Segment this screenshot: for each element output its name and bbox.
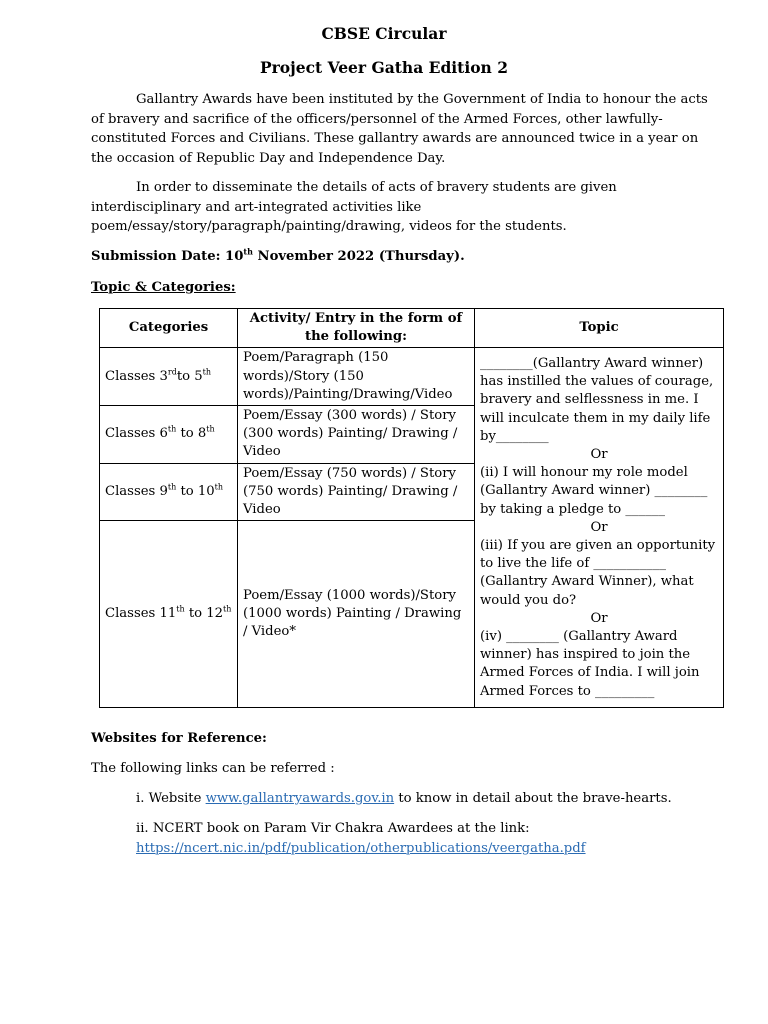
table-header-row [100, 309, 724, 348]
circular-title: CBSE Circular [321, 24, 447, 43]
reference-item-2 [136, 819, 716, 858]
ncert-veergatha-link[interactable]: https://ncert.nic.in/pdf/publication/otherpublications/veergatha.pdf [136, 840, 586, 856]
topic-option-2: (ii) I will honour my role model (Gallantry Award winner) ________ by taking a pledge to ______ [480, 465, 708, 517]
category-text: Classes 11 [105, 606, 177, 622]
category-text: to 10 [176, 483, 215, 499]
or-separator: Or [590, 519, 608, 535]
intro-paragraph-2: In order to disseminate the details of acts of bravery students are given interdisciplinary and art-integrated activities like poem/essay/story/paragraph/painting/drawing, videos for the students. [91, 180, 617, 234]
intro-paragraph-1: Gallantry Awards have been instituted by the Government of India to honour the acts of bravery and sacrifice of the officers/personnel of the Armed Forces, other lawfully-constituted Forces and Civilians. These gallantry awards are announced twice in a year on the occasion of Republic Day and Independence Day. [91, 92, 708, 166]
table-row [100, 348, 724, 406]
category-sup: th [206, 424, 215, 434]
activity-cell: Poem/Paragraph (150 words)/Story (150 words)/Painting/Drawing/Video [238, 348, 475, 406]
reference-1-suffix: to know in detail about the brave-hearts. [394, 791, 672, 806]
submission-rest: November 2022 (Thursday). [252, 249, 465, 264]
category-sup: th [214, 482, 224, 492]
category-text: Classes 3 [105, 368, 168, 384]
topic-option-4: (iv) ________ (Gallantry Award winner) has inspired to join the Armed Forces of India. I will join Armed Forces to _________ [480, 628, 700, 699]
project-title: Project Veer Gatha Edition 2 [259, 58, 509, 77]
category-cell [100, 463, 238, 521]
header-topic: Topic [475, 309, 724, 348]
activity-cell: Poem/Essay (750 words) / Story (750 words) Painting/ Drawing / Video [238, 463, 475, 521]
header-categories: Categories [100, 309, 238, 348]
category-text: to 8 [176, 426, 207, 442]
gallantry-awards-link[interactable]: www.gallantryawards.gov.in [205, 791, 395, 806]
topic-option-3: (iii) If you are given an opportunity to live the life of ___________ (Gallantry Award Winner), what would you do? [480, 537, 716, 608]
category-sup: th [167, 424, 177, 434]
category-cell [100, 406, 238, 464]
category-sup: th [176, 604, 185, 614]
category-sup: rd [167, 367, 177, 377]
category-text: Classes 6 [105, 426, 168, 442]
category-sup: th [167, 482, 177, 492]
header-activity: Activity/ Entry in the form of the following: [238, 309, 475, 348]
category-cell [100, 521, 238, 708]
activity-cell: Poem/Essay (1000 words)/Story (1000 words) Painting / Drawing / Video* [238, 521, 475, 708]
topics-heading: Topic & Categories: [91, 280, 236, 295]
topic-option-1: ________(Gallantry Award winner) has instilled the values of courage, bravery and selflessness in me. I will inculcate them in my daily life by________ [480, 355, 714, 444]
activity-cell: Poem/Essay (300 words) / Story (300 words) Painting/ Drawing / Video [238, 406, 475, 464]
or-separator: Or [590, 446, 608, 462]
submission-label: Submission Date: 10 [91, 249, 244, 264]
or-separator: Or [590, 610, 608, 626]
submission-sup: th [243, 246, 253, 257]
categories-table [99, 308, 724, 708]
category-sup: th [223, 604, 232, 614]
reference-item-1 [136, 789, 672, 809]
reference-1-prefix: i. Website [136, 791, 206, 806]
category-text: to 12 [184, 606, 224, 622]
topic-cell [475, 348, 724, 708]
category-text: to 5 [176, 368, 203, 384]
category-cell [100, 348, 238, 406]
references-intro: The following links can be referred : [91, 761, 335, 776]
submission-date [91, 247, 465, 267]
category-text: Classes 9 [105, 483, 168, 499]
reference-2-text: ii. NCERT book on Param Vir Chakra Awardees at the link: [136, 821, 530, 836]
references-heading: Websites for Reference: [91, 731, 267, 746]
category-sup: th [202, 367, 212, 377]
